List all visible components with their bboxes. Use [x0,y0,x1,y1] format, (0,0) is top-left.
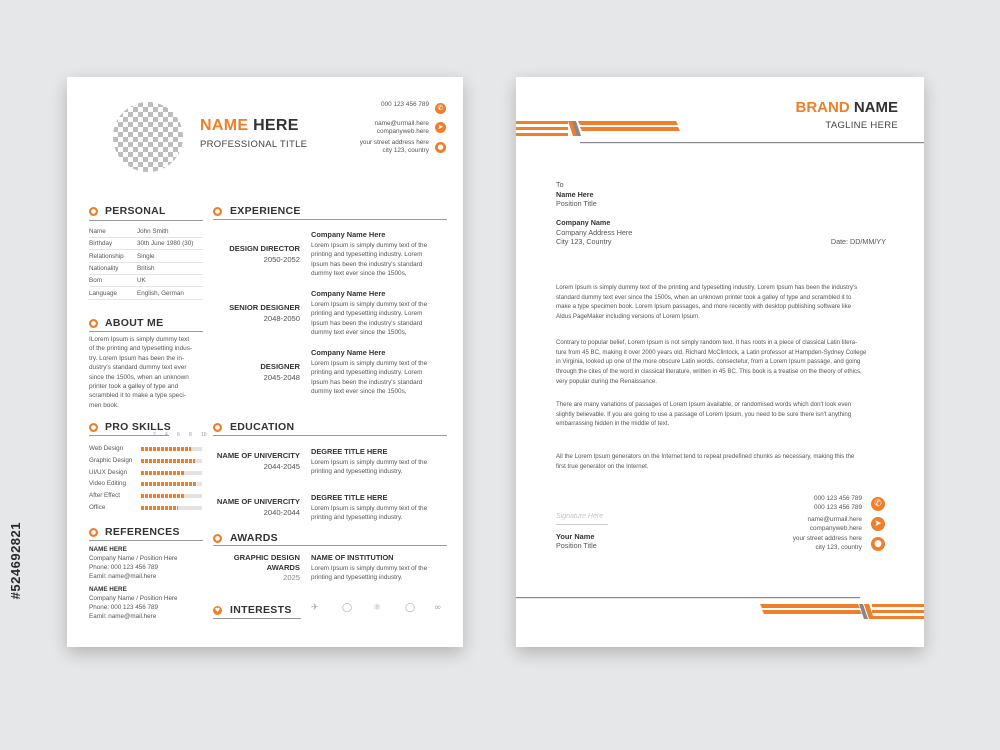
experience-icon: ● [214,208,221,215]
stock-id: #524692821 [8,522,23,600]
bicycle-icon: ∞ [434,603,442,613]
personal-title: PERSONAL [105,205,166,217]
degree-description [311,504,448,523]
letter-phone-2: 000 123 456 789 [814,504,862,511]
reference-2: NAME HERE Company Name / Position Here Phone: 000 123 456 789 Eamil: name@mail.here [89,586,178,620]
letter-line: There are many variations of passages of Lorem Ipsum available, or randomised words which don't look even [556,401,852,408]
award-year: 2025 [283,573,300,582]
job-description-line: Lorem Ipsum is simply dummy text of the [311,301,428,308]
letter-line: All the Lorem Ipsum generators on the Internet tend to repeat predefined chunks as necessary, making this the [556,453,855,460]
skill-name: Web Design [89,445,124,452]
footer-stripes [516,595,924,621]
school-name: NAME OF UNIVERCITY [216,451,300,460]
education-title: EDUCATION [230,421,295,433]
job-description-line: Lorem Ipsum is simply dummy text of the [311,242,428,249]
about-line: dustry's standard dummy text ever [89,364,187,372]
personal-row-divider [89,262,203,263]
job-description-line: printing and typesetting industry. Lorem [311,251,423,259]
job-years: 2045-2048 [263,373,300,382]
send-icon: ➤ [435,122,446,133]
about-line: try. Lorem Ipsum has been the in- [89,354,185,362]
job-description-line: Ipsum has been the industry's standard [311,378,423,386]
letter-line: make a type specimen book. Lorem Ipsum passages, and more recently with desktop publishing software like [556,303,852,311]
letterhead-page [516,77,924,647]
about-line: scrambled it to make a type speci- [89,392,186,400]
degree-description [311,458,448,477]
letter-paragraph [556,283,885,322]
letter-paragraph [556,338,885,387]
award-name-line2: AWARDS [266,563,300,572]
personal-label: Language [89,289,118,297]
header-stripes [516,119,924,145]
job-description-line: dummy text ever since the 1500s, [311,269,407,277]
skill-bar [141,471,202,475]
degree-description-line: printing and typesetting industry. [311,514,403,522]
letter-line: ture from 45 BC, making it over 2000 years old. Richard McClintock, a Latin professor at Hampden-Sydney College [556,348,867,356]
skills-scale-tick: 10 [201,432,207,438]
skill-bar-fill [141,447,191,451]
job-description-line: Lorem Ipsum is simply dummy text of the [311,360,428,367]
award-text: Lorem Ipsum is simply dummy text of the printing and typesetting industry. [311,565,428,582]
job-years: 2048-2050 [263,314,300,323]
job-description-line: printing and typesetting industry. Lorem [311,310,423,318]
job-years: 2050-2052 [263,255,300,264]
recipient-block: To Name Here Position Title [556,180,597,208]
resume-phone: 000 123 456 789 [381,101,429,108]
skills-scale-tick: 4 [165,432,168,438]
interests-icon: ♥ [214,607,221,614]
camera-icon: ◯ [342,603,353,613]
location-pin-icon: ● [435,142,446,153]
letter-line: very popular during the Renaissance. [556,377,657,385]
education-divider [213,435,447,436]
interests-divider [213,618,301,619]
letter-date: Date: DD/MM/YY [830,237,886,246]
letter-paragraph [556,452,885,471]
job-company: Company Name Here [311,289,386,298]
awards-divider [213,545,447,546]
letter-line: Contrary to popular belief, Lorem Ipsum is not simply random text. It has roots in a piece of classical Latin litera- [556,339,858,346]
your-name: Your Name [556,532,595,541]
job-description-line: printing and typesetting industry. Lorem [311,369,423,377]
degree-description-line: printing and typesetting industry. [311,468,403,476]
plane-icon: ✈ [311,603,319,613]
brand-name: BRAND NAME [795,99,898,116]
letter-web: companyweb.here [809,525,862,532]
skill-bar-fill [141,482,197,486]
experience-divider [213,219,447,220]
personal-label: Name [89,228,106,235]
skills-scale-tick: 8 [189,432,192,438]
job-role: DESIGN DIRECTOR [229,244,300,253]
resume-web: companyweb.here [376,128,429,135]
letter-line: standard dummy text ever since the 1500s, when an unknown printer took a galley of type and scrambled it to [556,293,852,301]
references-title: REFERENCES [105,526,180,538]
skills-icon: ● [90,424,97,431]
job-description-line: Ipsum has been the industry's standard [311,260,423,268]
personal-label: Born [89,277,103,285]
football-icon: ◯ [405,603,416,613]
location-pin-icon: ● [871,537,885,551]
job-company: Company Name Here [311,230,386,239]
resume-city: city 123, country [382,147,429,154]
about-title: ABOUT ME [105,317,164,329]
interests-title: INTERESTS [230,604,292,616]
about-line: men book. [89,401,119,409]
skill-bar-fill [141,459,195,463]
your-position: Position Title [556,541,597,550]
letter-email: name@urmail.here [807,516,862,523]
awards-title: AWARDS [230,532,278,544]
personal-label: Nationality [89,264,119,272]
resume-name: NAME HERE [200,117,299,134]
reference-1: NAME HERE Company Name / Position Here Phone: 000 123 456 789 Eamil: name@mail.here [89,546,178,580]
personal-divider [89,220,203,221]
letter-line: first true generator on the Internet. [556,462,649,470]
letter-line: Lorem Ipsum is simply dummy text of the printing and typesetting industry. Lorem Ipsum has been the industry's [556,284,858,291]
skill-bar [141,482,202,486]
degree-description-line: Lorem Ipsum is simply dummy text of the [311,505,428,512]
school-name: NAME OF UNIVERCITY [216,497,300,506]
job-role: DESIGNER [260,362,300,371]
skills-title: PRO SKILLS [105,421,172,433]
personal-row-divider [89,237,203,238]
skills-scale-tick: 6 [177,432,180,438]
degree-description-line: Lorem Ipsum is simply dummy text of the [311,459,428,466]
letter-phone-1: 000 123 456 789 [814,495,862,502]
personal-row-divider [89,286,203,287]
personal-value: 30th June 1980 (30) [137,240,194,248]
phone-icon: ✆ [871,497,885,511]
letter-line: in Virginia, looked up one of the more obscure Latin words, consectetur, from a Lorem Ipsum passage, and going [556,358,861,366]
letter-line: through the cites of the word in classical literature, written in 45 BC. This book is a treatise on the theory of ethics, [556,368,862,376]
references-divider [89,540,203,541]
resume-address: your street address here [359,139,429,146]
skill-bar-fill [141,471,184,475]
award-institution: NAME OF INSTITUTION [311,553,394,562]
award-name-line1: GRAPHIC DESIGN [233,553,300,562]
profile-photo-placeholder [113,102,183,172]
letter-line: slightly believable. If you are going to use a passage of Lorem Ipsum, you need to be sure there isn't anything [556,410,852,418]
tagline: TAGLINE HERE [825,120,898,131]
skill-name: UI/UX Design [89,468,128,476]
skill-bar-fill [141,494,184,498]
phone-icon: ✆ [435,103,446,114]
personal-value: John Smith [137,228,169,235]
references-icon: ● [90,529,97,536]
job-description [311,359,448,396]
personal-value: UK [137,277,146,285]
letter-line: embarrassing hidden in the middle of text. [556,420,670,428]
signature: Signature Here [556,513,604,520]
school-years: 2040-2044 [263,508,300,517]
job-company: Company Name Here [311,348,386,357]
satellite-icon: ⚛ [373,603,382,613]
skill-bar-fill [141,506,178,510]
personal-label: Relationship [89,252,124,260]
signature-line [556,524,608,525]
personal-row-divider [89,249,203,250]
education-icon: ● [214,424,221,431]
job-role: SENIOR DESIGNER [229,303,300,312]
letter-city: city 123, country [815,544,862,551]
letter-line: Aldus PageMaker including versions of Lorem Ipsum. [556,313,700,321]
school-years: 2044-2045 [263,462,300,471]
company-block: Company Name Company Address Here City 123, Country [556,218,633,246]
resume-email: name@urmail.here [374,120,429,127]
personal-value: British [137,264,155,272]
job-description-line: dummy text ever since the 1500s, [311,328,407,336]
skills-scale-tick: 2 [153,432,156,438]
about-divider [89,331,203,332]
job-description-line: Ipsum has been the industry's standard [311,319,423,327]
personal-label: Birthday [89,240,113,248]
skill-name: Graphic Design [89,456,133,464]
job-description [311,241,448,278]
degree-title: DEGREE TITLE HERE [311,447,388,456]
personal-value: English, German [137,289,184,297]
degree-title: DEGREE TITLE HERE [311,493,388,502]
about-line: of the printing and typesetting indus- [89,345,193,353]
skill-name: Video Editing [89,480,126,488]
about-line: printer took a galley of type and [89,383,179,391]
about-icon: ● [90,320,97,327]
skills-divider [89,435,169,436]
personal-row-divider [89,299,203,300]
about-line: ILorem Ipsum is simply dummy text [89,336,190,343]
job-description [311,300,448,337]
personal-value: Single [137,252,155,260]
letter-address: your street address here [792,535,862,542]
send-icon: ➤ [871,517,885,531]
resume-page [67,77,463,647]
user-icon: ● [90,208,97,215]
professional-title: PROFESSIONAL TITLE [200,139,308,150]
skill-name: Office [89,504,106,511]
about-line: since the 1500s, when an unknown [89,373,189,381]
skill-name: After Effect [89,492,121,500]
awards-icon: ● [214,535,221,542]
job-description-line: dummy text ever since the 1500s, [311,387,407,395]
experience-title: EXPERIENCE [230,205,301,217]
personal-row-divider [89,274,203,275]
letter-paragraph [556,400,885,429]
